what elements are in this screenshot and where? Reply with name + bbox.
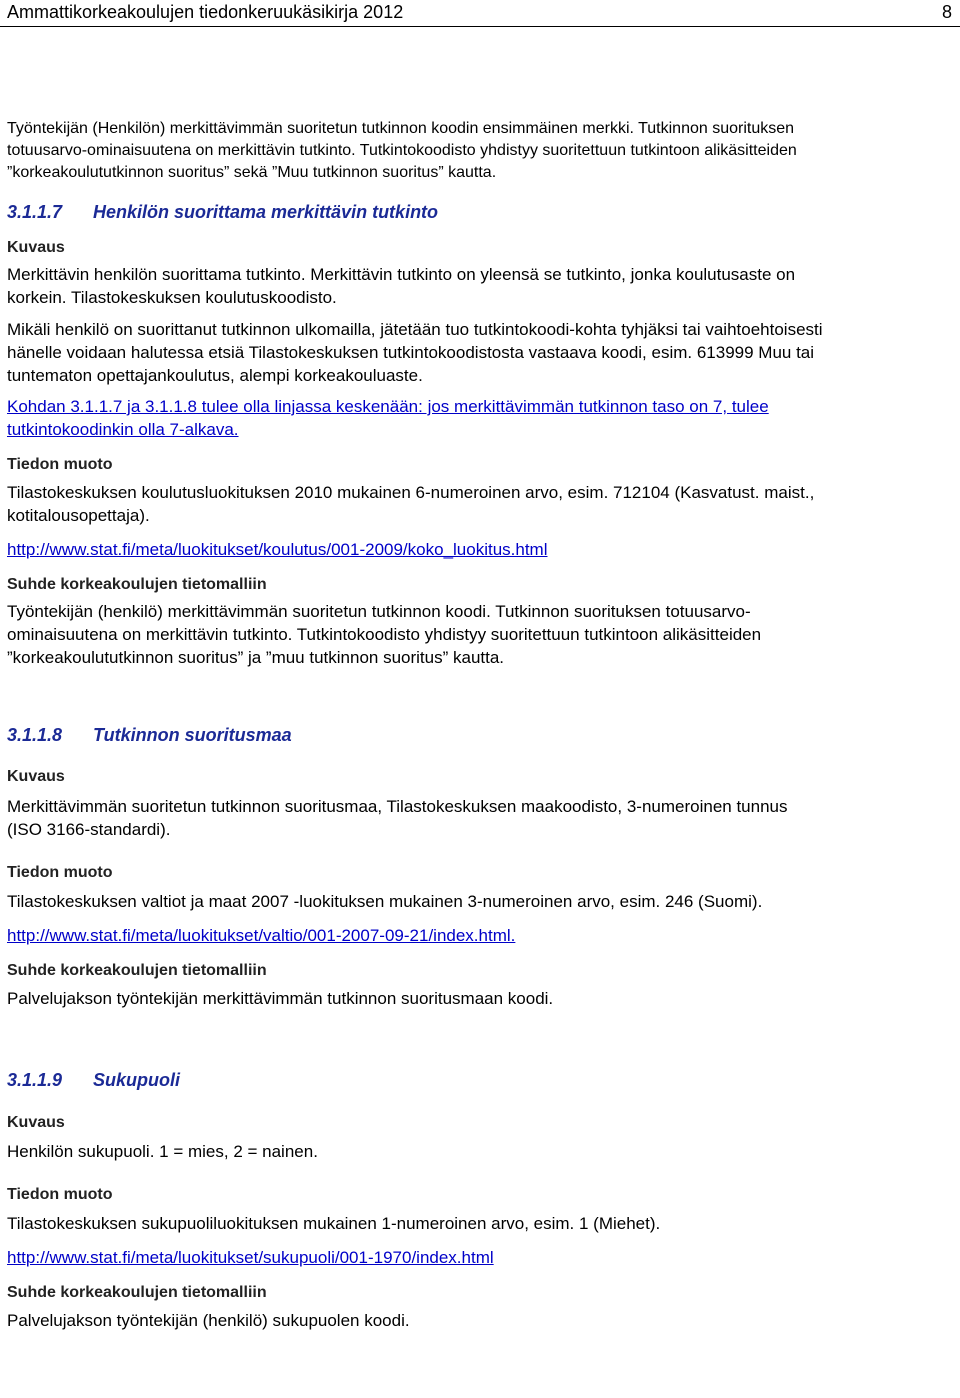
valtio-classification-link[interactable]: http://www.stat.fi/meta/luokitukset/valtio/001-2007-09-21/index.html. <box>7 926 516 945</box>
tiedon-muoto-text: Tilastokeskuksen koulutusluokituksen 2010 mukainen 6-numeroinen arvo, esim. 712104 (Kasvatust. maist., kotitalousopettaja). <box>7 483 815 525</box>
foreign-degree-paragraph: Mikäli henkilö on suorittanut tutkinnon ulkomailla, jätetään tuo tutkintokoodi-kohta tyhjäksi tai vaihtoehtoisesti hänelle voidaan halutessa etsiä Tilastokeskuksen tutkintokoodistosta vastaava koodi, esim. 613999 Muu tai tuntematon opettajankoulutus, alempi korkeakouluaste. <box>7 320 823 385</box>
tiedon-muoto-label: Tiedon muoto <box>7 456 113 473</box>
intro-paragraph: Työntekijän (Henkilön) merkittävimmän suoritetun tutkinnon koodin ensimmäinen merkki. Tutkinnon suorituksen totuusarvo-ominaisuutena on merkittävin tutkinto. Tutkintokoodisto yhdistyy suoritettuun tutkintoon alikäsitteiden ”korkeakoulututkinnon suoritus” sekä ”Muu tutkinnon suoritus” kautta. <box>7 120 797 181</box>
kuvaus-text: Merkittävin henkilön suorittama tutkinto. Merkittävin tutkinto on yleensä se tutkinto, jonka koulutusaste on korkein. Tilastokeskuksen koulutuskoodisto. <box>7 265 796 307</box>
suhde-label: Suhde korkeakoulujen tietomalliin <box>7 962 267 979</box>
section-heading-3-1-1-9: 3.1.1.9 Sukupuoli <box>7 1070 180 1090</box>
sukupuoli-classification-link[interactable]: http://www.stat.fi/meta/luokitukset/sukupuoli/001-1970/index.html <box>7 1248 494 1267</box>
kuvaus-text: Henkilön sukupuoli. 1 = mies, 2 = nainen. <box>7 1142 318 1161</box>
kuvaus-text: Merkittävimmän suoritetun tutkinnon suoritusmaa, Tilastokeskuksen maakoodisto, 3-numeroinen tunnus (ISO 3166-standardi). <box>7 797 788 839</box>
page-header <box>0 0 960 27</box>
kuvaus-label: Kuvaus <box>7 1114 65 1131</box>
suhde-label: Suhde korkeakoulujen tietomalliin <box>7 1284 267 1301</box>
suhde-text: Palvelujakson työntekijän (henkilö) sukupuolen koodi. <box>7 1311 410 1330</box>
suhde-text: Työntekijän (henkilö) merkittävimmän suoritetun tutkinnon koodi. Tutkinnon suorituksen totuusarvo- ominaisuutena on merkittävin tutkinto. Tutkintokoodisto yhdistyy suoritettuun tutkintoon alikäsitteiden ”korkeakoulututkinnon suoritus” ja ”muu tutkinnon suoritus” kautta. <box>7 602 762 667</box>
section-heading-3-1-1-8: 3.1.1.8 Tutkinnon suoritusmaa <box>7 725 292 745</box>
tiedon-muoto-text: Tilastokeskuksen valtiot ja maat 2007 -luokituksen mukainen 3-numeroinen arvo, esim. 246 (Suomi). <box>7 892 763 911</box>
tiedon-muoto-text: Tilastokeskuksen sukupuoliluokituksen mukainen 1-numeroinen arvo, esim. 1 (Miehet). <box>7 1214 661 1233</box>
tiedon-muoto-label: Tiedon muoto <box>7 864 113 881</box>
suhde-text: Palvelujakson työntekijän merkittävimmän tutkinnon suoritusmaan koodi. <box>7 989 554 1008</box>
kuvaus-label: Kuvaus <box>7 768 65 785</box>
kuvaus-label: Kuvaus <box>7 239 65 256</box>
page-number: 8 <box>941 2 952 22</box>
tiedon-muoto-label: Tiedon muoto <box>7 1186 113 1203</box>
document-title: Ammattikorkeakoulujen tiedonkeruukäsikirja 2012 <box>7 2 404 22</box>
page-content <box>7 118 947 1332</box>
alignment-note-link[interactable]: Kohdan 3.1.1.7 ja 3.1.1.8 tulee olla linjassa keskenään: jos merkittävimmän tutkinnon taso on 7, tulee tutkintokoodinkin olla 7-alkava. <box>7 397 769 439</box>
koulutus-classification-link[interactable]: http://www.stat.fi/meta/luokitukset/koulutus/001-2009/koko_luokitus.html <box>7 540 548 559</box>
suhde-label: Suhde korkeakoulujen tietomalliin <box>7 576 267 593</box>
section-heading-3-1-1-7: 3.1.1.7 Henkilön suorittama merkittävin tutkinto <box>7 202 439 222</box>
